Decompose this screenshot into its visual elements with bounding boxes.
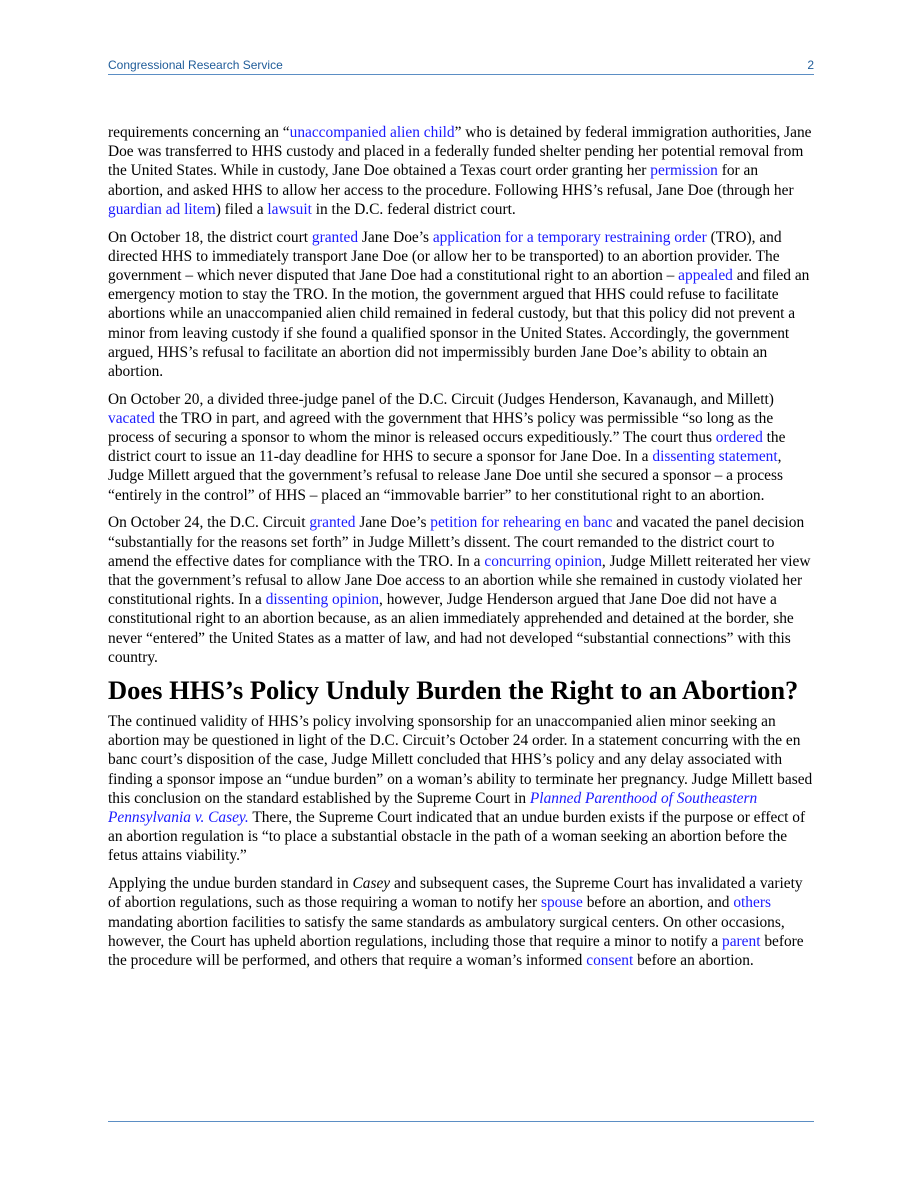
text: ) filed a (215, 200, 268, 218)
section-heading: Does HHS’s Policy Unduly Burden the Right to an Abortion? (108, 675, 799, 706)
link-granted-en-banc[interactable]: granted (309, 514, 356, 532)
link-ordered[interactable]: ordered (715, 429, 763, 447)
text: before an abortion, and (582, 894, 734, 912)
link-others[interactable]: others (733, 894, 771, 912)
text: requirements concerning an “ (108, 124, 290, 141)
text: On October 20, a divided three-judge panel of the D.C. Circuit (Judges Henderson, Kavanaugh, and Millett) (108, 390, 774, 408)
link-dissenting-statement[interactable]: dissenting statement (652, 448, 778, 466)
link-concurring-opinion[interactable]: concurring opinion (484, 552, 602, 570)
text: ” who is detained by federal immigration authorities, Jane Doe was transferred to HHS custody and placed in a federally funded shelter pending her potential removal from the United States. While in custody, Jane Doe obtained a Texas court order granting her (108, 124, 812, 180)
link-casey[interactable]: Planned Parenthood of Southeastern Pennsylvania v. Casey. (108, 789, 758, 826)
text: On October 24, the D.C. Circuit (108, 514, 310, 532)
link-consent[interactable]: consent (586, 951, 634, 969)
link-tro-application[interactable]: application for a temporary restraining order (432, 228, 707, 246)
link-parent[interactable]: parent (722, 932, 761, 950)
text: The continued validity of HHS’s policy involving sponsorship for an unaccompanied alien minor seeking an abortion may be questioned in light of the D.C. Circuit’s October 24 order. In a statement concurring with the en banc court’s disposition of the case, Judge Millett concluded that HHS’s policy and any delay associated with finding a sponsor impose an “undue burden” on a woman’s ability to terminate her pregnancy. Judge Millett based this conclusion on the standard established by the Supreme Court in (108, 712, 813, 807)
document-body (108, 123, 814, 979)
text: mandating abortion facilities to satisfy the same standards as ambulatory surgical centers. On other occasions, however, the Court has upheld abortion regulations, including those that require a minor to notify a (108, 913, 785, 950)
link-vacated[interactable]: vacated (108, 409, 155, 427)
page-number: 2 (807, 58, 814, 72)
case-name: Casey (352, 875, 391, 893)
text: , Judge Millett argued that the government’s refusal to release Jane Doe until she secured a sponsor – a process “entirely in the control” of HHS – placed an “immovable barrier” to her constitutional right to an abortion. (108, 448, 783, 504)
text: There, the Supreme Court indicated that an undue burden exists if the purpose or effect of an abortion regulation is “to place a substantial obstacle in the path of a woman seeking an abortion before the fetus attains viability.” (108, 809, 806, 865)
text: the district court to issue an 11-day deadline for HHS to secure a sponsor for Jane Doe. In a (108, 429, 786, 466)
text: (TRO), and directed HHS to immediately transport Jane Doe (or allow her to be transported) to an abortion provider. The government – which never disputed that Jane Doe had a constitutional right to an abortion – (108, 228, 782, 284)
header-divider (108, 74, 814, 75)
link-unaccompanied-alien-child[interactable]: unaccompanied alien child (289, 124, 455, 141)
text: Applying the undue burden standard in (108, 875, 353, 893)
link-dissenting-opinion[interactable]: dissenting opinion (265, 591, 380, 609)
text: On October 18, the district court (108, 228, 312, 246)
text: , Judge Millett reiterated her view that the government’s refusal to allow Jane Doe access to an abortion while she remained in custody violated her constitutional rights. In a (108, 552, 811, 609)
paragraph-1 (108, 123, 814, 219)
text: in the D.C. federal district court. (311, 200, 516, 218)
paragraph-6 (108, 874, 814, 970)
header-title: Congressional Research Service (108, 58, 283, 72)
link-granted[interactable]: granted (311, 228, 359, 246)
link-petition-rehearing[interactable]: petition for rehearing en banc (430, 514, 613, 532)
footer-divider (108, 1121, 814, 1122)
paragraph-4 (108, 513, 814, 667)
text: before the procedure will be performed, and others that require a woman’s informed (108, 932, 804, 969)
text: before an abortion. (633, 951, 754, 969)
text: and subsequent cases, the Supreme Court has invalidated a variety of abortion regulations, such as those requiring a woman to notify her (108, 875, 803, 912)
text: Jane Doe’s (358, 228, 433, 246)
text: the TRO in part, and agreed with the government that HHS’s policy was permissible “so long as the process of securing a sponsor to whom the minor is released occurs expeditiously.” The court thus (108, 409, 774, 447)
link-appealed[interactable]: appealed (678, 266, 733, 284)
paragraph-5 (108, 712, 814, 866)
text: and vacated the panel decision “substantially for the reasons set forth” in Judge Millett’s dissent. The court remanded to the district court to amend the effective dates for compliance with the TRO. In a (108, 514, 805, 570)
link-spouse[interactable]: spouse (540, 894, 583, 912)
text: Jane Doe’s (355, 514, 431, 532)
paragraph-2 (108, 228, 814, 382)
text: , however, Judge Henderson argued that Jane Doe did not have a constitutional right to an abortion because, as an alien immediately apprehended and detained at the border, she never “entered” the United States as a matter of law, and had not developed “substantial connections” with this country. (108, 591, 794, 666)
link-guardian-ad-litem[interactable]: guardian ad litem (108, 200, 216, 218)
text: and filed an emergency motion to stay the TRO. In the motion, the government argued that HHS could refuse to facilitate abortions while an unaccompanied alien child remained in federal custody, but that this policy did not prevent a minor from leaving custody if she found a qualified sponsor in the United States. Accordingly, the government argued, HHS’s refusal to facilitate an abortion did not impermissibly burden Jane Doe’s ability to obtain an abortion. (108, 266, 810, 380)
link-permission[interactable]: permission (650, 162, 718, 180)
link-lawsuit[interactable]: lawsuit (267, 200, 312, 218)
text: for an abortion, and asked HHS to allow her access to the procedure. Following HHS’s refusal, Jane Doe (through her (108, 162, 794, 199)
paragraph-3 (108, 390, 814, 505)
